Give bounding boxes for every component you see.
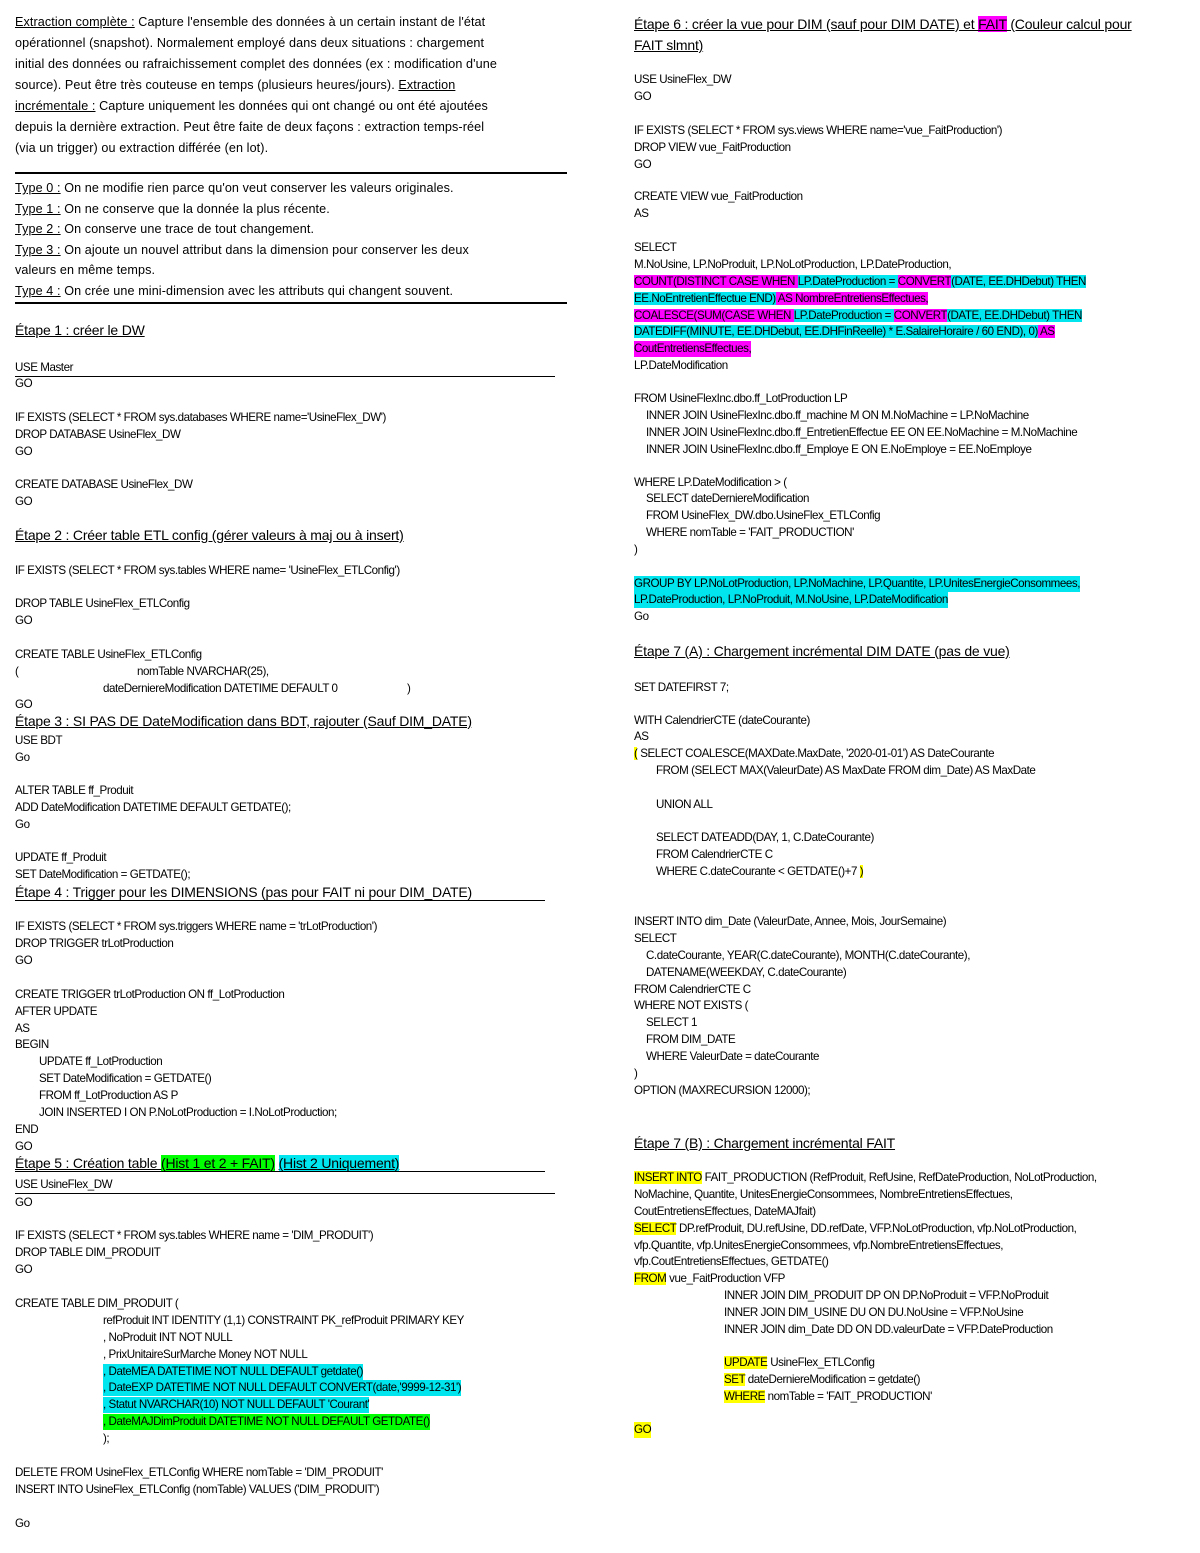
code-line: UPDATE UsineFlex_ETLConfig — [724, 1356, 875, 1369]
code-line: CREATE TABLE UsineFlex_ETLConfig — [15, 648, 202, 661]
code-line: SELECT 1 — [646, 1016, 697, 1029]
code-line: AS — [15, 1022, 30, 1035]
code-line: IF EXISTS (SELECT * FROM sys.views WHERE name='vue_FaitProduction') — [634, 124, 1003, 137]
code-line: SET DateModification = GETDATE(); — [15, 868, 191, 881]
code-line: WHERE C.dateCourante < GETDATE()+7 ) — [656, 865, 864, 878]
code-line: GO — [15, 954, 33, 967]
code-line: Go — [15, 751, 30, 764]
code-line: INNER JOIN UsineFlexInc.dbo.ff_machine M ON M.NoMachine = LP.NoMachine — [646, 409, 1029, 422]
code-line: Go — [15, 1517, 30, 1530]
code-line: SELECT — [634, 932, 677, 945]
code-line: FROM UsineFlexInc.dbo.ff_LotProduction LP — [634, 392, 848, 405]
code-line: , PrixUnitaireSurMarche Money NOT NULL — [103, 1348, 308, 1361]
code-line: GO — [15, 495, 33, 508]
code-line: GO — [634, 90, 652, 103]
code-line: INNER JOIN UsineFlexInc.dbo.ff_Employe E ON E.NoEmploye = EE.NoEmploye — [646, 443, 1032, 456]
type-line: Type 4 : On crée une mini-dimension avec les attributs qui changent souvent. — [15, 284, 454, 298]
code-line: Go — [15, 818, 30, 831]
code-line: ) — [634, 543, 638, 556]
code-line: CREATE TABLE DIM_PRODUIT ( — [15, 1297, 179, 1310]
code-line: NoMachine, Quantite, UnitesEnergieConsommees, NombreEntretiensEffectues, — [634, 1188, 1013, 1201]
code-line: refProduit INT IDENTITY (1,1) CONSTRAINT PK_refProduit PRIMARY KEY — [103, 1314, 464, 1327]
code-line: DROP DATABASE UsineFlex_DW — [15, 428, 181, 441]
code-line: FROM CalendrierCTE C — [656, 848, 773, 861]
code-line: INSERT INTO FAIT_PRODUCTION (RefProduit, RefUsine, RefDateProduction, NoLotProduction, — [634, 1171, 1097, 1184]
code-line: COALESCE(SUM(CASE WHEN LP.DateProduction = CONVERT(DATE, EE.DHDebut) THEN — [634, 309, 1082, 322]
code-line: DROP VIEW vue_FaitProduction — [634, 141, 791, 154]
code-line: GO — [15, 614, 33, 627]
code-line: DROP TRIGGER trLotProduction — [15, 937, 174, 950]
code-line: LP.DateProduction, LP.NoProduit, M.NoUsine, LP.DateModification — [634, 593, 948, 606]
code-line: WHERE LP.DateModification > ( — [634, 476, 787, 489]
code-line: FROM (SELECT MAX(ValeurDate) AS MaxDate FROM dim_Date) AS MaxDate — [656, 764, 1036, 777]
code-line: GROUP BY LP.NoLotProduction, LP.NoMachine, LP.Quantite, LP.UnitesEnergieConsommees, — [634, 577, 1081, 590]
code-line: GO — [634, 1423, 652, 1436]
step-5-title: Étape 5 : Création table (Hist 1 et 2 + FAIT) (Hist 2 Uniquement) — [15, 1155, 545, 1172]
code-line: EE.NoEntretienEffectue END) AS NombreEntretiensEffectues, — [634, 292, 929, 305]
code-line: WHERE ValeurDate = dateCourante — [646, 1050, 820, 1063]
code-line: JOIN INSERTED I ON P.NoLotProduction = I.NoLotProduction; — [39, 1106, 337, 1119]
code-line: IF EXISTS (SELECT * FROM sys.databases WHERE name='UsineFlex_DW') — [15, 411, 386, 424]
type-line: Type 3 : On ajoute un nouvel attribut dans la dimension pour conserver les deux — [15, 243, 469, 257]
code-line: WHERE nomTable = 'FAIT_PRODUCTION' — [646, 526, 854, 539]
intro-line: (via un trigger) ou extraction différée (en lot). — [15, 141, 269, 155]
code-line: DROP TABLE DIM_PRODUIT — [15, 1246, 161, 1259]
code-line: IF EXISTS (SELECT * FROM sys.triggers WHERE name = 'trLotProduction') — [15, 920, 377, 933]
code-line: IF EXISTS (SELECT * FROM sys.tables WHERE name = 'DIM_PRODUIT') — [15, 1229, 374, 1242]
code-line: USE UsineFlex_DW — [634, 73, 732, 86]
code-line: SET DATEFIRST 7; — [634, 681, 729, 694]
code-line: Go — [634, 610, 649, 623]
code-line: SELECT DP.refProduit, DU.refUsine, DD.refDate, VFP.NoLotProduction, vfp.NoLotProduction, — [634, 1222, 1077, 1235]
code-line: USE UsineFlex_DW — [15, 1177, 555, 1194]
intro-line: depuis la dernière extraction. Peut être faite de deux façons : extraction temps-réel — [15, 120, 485, 134]
code-line: WITH CalendrierCTE (dateCourante) — [634, 714, 810, 727]
code-line: COUNT(DISTINCT CASE WHEN LP.DateProduction = CONVERT(DATE, EE.DHDebut) THEN — [634, 275, 1086, 288]
code-line: ADD DateModification DATETIME DEFAULT GETDATE(); — [15, 801, 291, 814]
code-line: DATEDIFF(MINUTE, EE.DHDebut, EE.DHFinReelle) * E.SalaireHoraire / 60 END), 0) AS — [634, 325, 1055, 338]
code-line: , DateMAJDimProduit DATETIME NOT NULL DEFAULT GETDATE() — [103, 1415, 430, 1428]
code-line: CoutEntretiensEffectues, DateMAJfait) — [634, 1205, 816, 1218]
code-line: UPDATE ff_Produit — [15, 851, 107, 864]
code-line: CoutEntretiensEffectues, — [634, 342, 752, 355]
intro-line: opérationnel (snapshot). Normalement employé dans deux situations : chargement — [15, 36, 485, 50]
code-line: USE BDT — [15, 734, 63, 747]
code-line: ( SELECT COALESCE(MAXDate.MaxDate, '2020-01-01') AS DateCourante — [634, 747, 995, 760]
type-line: valeurs en même temps. — [15, 263, 156, 277]
code-line: INSERT INTO UsineFlex_ETLConfig (nomTable) VALUES ('DIM_PRODUIT') — [15, 1483, 380, 1496]
code-line: INNER JOIN DIM_USINE DU ON DU.NoUsine = VFP.NoUsine — [724, 1306, 1024, 1319]
code-line: FROM UsineFlex_DW.dbo.UsineFlex_ETLConfig — [646, 509, 881, 522]
code-line: IF EXISTS (SELECT * FROM sys.tables WHERE name= 'UsineFlex_ETLConfig') — [15, 564, 400, 577]
code-line: DROP TABLE UsineFlex_ETLConfig — [15, 597, 190, 610]
code-line: nomTable NVARCHAR(25), — [137, 665, 269, 678]
code-line: , DateEXP DATETIME NOT NULL DEFAULT CONVERT(date,'9999-12-31') — [103, 1381, 462, 1394]
code-line: SET DateModification = GETDATE() — [39, 1072, 212, 1085]
intro-line: incrémentale : Capture uniquement les données qui ont changé ou ont été ajoutées — [15, 99, 488, 113]
code-line: AFTER UPDATE — [15, 1005, 97, 1018]
code-line: ALTER TABLE ff_Produit — [15, 784, 134, 797]
code-line: CREATE VIEW vue_FaitProduction — [634, 190, 803, 203]
code-line: LP.DateModification — [634, 359, 728, 372]
code-line: dateDerniereModification DATETIME DEFAULT 0 — [103, 682, 338, 695]
step-7b-title: Étape 7 (B) : Chargement incrémental FAIT — [634, 1135, 896, 1151]
step-7a-title: Étape 7 (A) : Chargement incrémental DIM DATE (pas de vue) — [634, 643, 1010, 659]
code-line: OPTION (MAXRECURSION 12000); — [634, 1084, 811, 1097]
code-line: vfp.Quantite, vfp.UnitesEnergieConsommees, vfp.NombreEntretiensEffectues, — [634, 1239, 1004, 1252]
code-line: INNER JOIN dim_Date DD ON DD.valeurDate = VFP.DateProduction — [724, 1323, 1053, 1336]
code-line: INSERT INTO dim_Date (ValeurDate, Annee, Mois, JourSemaine) — [634, 915, 947, 928]
code-line: C.dateCourante, YEAR(C.dateCourante), MONTH(C.dateCourante), — [646, 949, 970, 962]
code-line: FROM vue_FaitProduction VFP — [634, 1272, 785, 1285]
code-line: UNION ALL — [656, 798, 713, 811]
step-1-title: Étape 1 : créer le DW — [15, 322, 145, 338]
code-line: AS — [634, 730, 649, 743]
step-6-title-cont: FAIT slmnt) — [634, 37, 704, 53]
code-line: SELECT — [634, 241, 677, 254]
code-line: SELECT DATEADD(DAY, 1, C.DateCourante) — [656, 831, 874, 844]
code-line: WHERE NOT EXISTS ( — [634, 999, 749, 1012]
code-line: ); — [103, 1432, 110, 1445]
code-line: GO — [15, 445, 33, 458]
code-line: FROM CalendrierCTE C — [634, 983, 751, 996]
code-line: , NoProduit INT NOT NULL — [103, 1331, 233, 1344]
code-line: GO — [15, 1196, 33, 1209]
code-line: GO — [15, 1263, 33, 1276]
code-line: ) — [634, 1067, 638, 1080]
step-6-title: Étape 6 : créer la vue pour DIM (sauf pour DIM DATE) et FAIT (Couleur calcul pour — [634, 16, 1132, 32]
type-line: Type 2 : On conserve une trace de tout changement. — [15, 222, 315, 236]
code-line: , Statut NVARCHAR(10) NOT NULL DEFAULT 'Courant' — [103, 1398, 370, 1411]
code-line: WHERE nomTable = 'FAIT_PRODUCTION' — [724, 1390, 932, 1403]
divider — [15, 172, 567, 174]
code-line: INNER JOIN UsineFlexInc.dbo.ff_EntretienEffectue EE ON EE.NoMachine = M.NoMachine — [646, 426, 1078, 439]
code-line: CREATE DATABASE UsineFlex_DW — [15, 478, 193, 491]
code-line: AS — [634, 207, 649, 220]
code-line: DELETE FROM UsineFlex_ETLConfig WHERE nomTable = 'DIM_PRODUIT' — [15, 1466, 383, 1479]
divider — [15, 302, 567, 304]
step-2-title: Étape 2 : Créer table ETL config (gérer valeurs à maj ou à insert) — [15, 527, 404, 543]
code-line: END — [15, 1123, 39, 1136]
step-4-title: Étape 4 : Trigger pour les DIMENSIONS (pas pour FAIT ni pour DIM_DATE) — [15, 884, 545, 901]
code-line: ( — [15, 665, 19, 678]
code-line: ) — [407, 682, 411, 695]
code-line: INNER JOIN DIM_PRODUIT DP ON DP.NoProduit = VFP.NoProduit — [724, 1289, 1049, 1302]
code-line: DATENAME(WEEKDAY, C.dateCourante) — [646, 966, 847, 979]
code-line: UPDATE ff_LotProduction — [39, 1055, 163, 1068]
code-line: M.NoUsine, LP.NoProduit, LP.NoLotProduction, LP.DateProduction, — [634, 258, 952, 271]
code-line: FROM ff_LotProduction AS P — [39, 1089, 178, 1102]
code-line: FROM DIM_DATE — [646, 1033, 736, 1046]
code-line: SELECT dateDerniereModification — [646, 492, 810, 505]
code-line: vfp.CoutEntretiensEffectues, GETDATE() — [634, 1255, 829, 1268]
code-line: , DateMEA DATETIME NOT NULL DEFAULT getdate() — [103, 1365, 364, 1378]
code-line: USE Master — [15, 360, 555, 377]
intro-line: source). Peut être très couteuse en temps (plusieurs heures/jours). Extraction — [15, 78, 456, 92]
code-line: GO — [15, 1140, 33, 1153]
code-line: GO — [15, 698, 33, 711]
type-line: Type 1 : On ne conserve que la donnée la plus récente. — [15, 202, 330, 216]
intro-line: Extraction complète : Capture l'ensemble des données à un certain instant de l'état — [15, 15, 486, 29]
code-line: GO — [15, 377, 33, 390]
intro-line: initial des données ou rafraichissement complet des données (ex : modification d'une — [15, 57, 497, 71]
code-line: CREATE TRIGGER trLotProduction ON ff_LotProduction — [15, 988, 285, 1001]
code-line: GO — [634, 158, 652, 171]
step-3-title: Étape 3 : SI PAS DE DateModification dans BDT, rajouter (Sauf DIM_DATE) — [15, 713, 472, 729]
code-line: SET dateDerniereModification = getdate() — [724, 1373, 921, 1386]
code-line: BEGIN — [15, 1038, 49, 1051]
type-line: Type 0 : On ne modifie rien parce qu'on veut conserver les valeurs originales. — [15, 181, 454, 195]
